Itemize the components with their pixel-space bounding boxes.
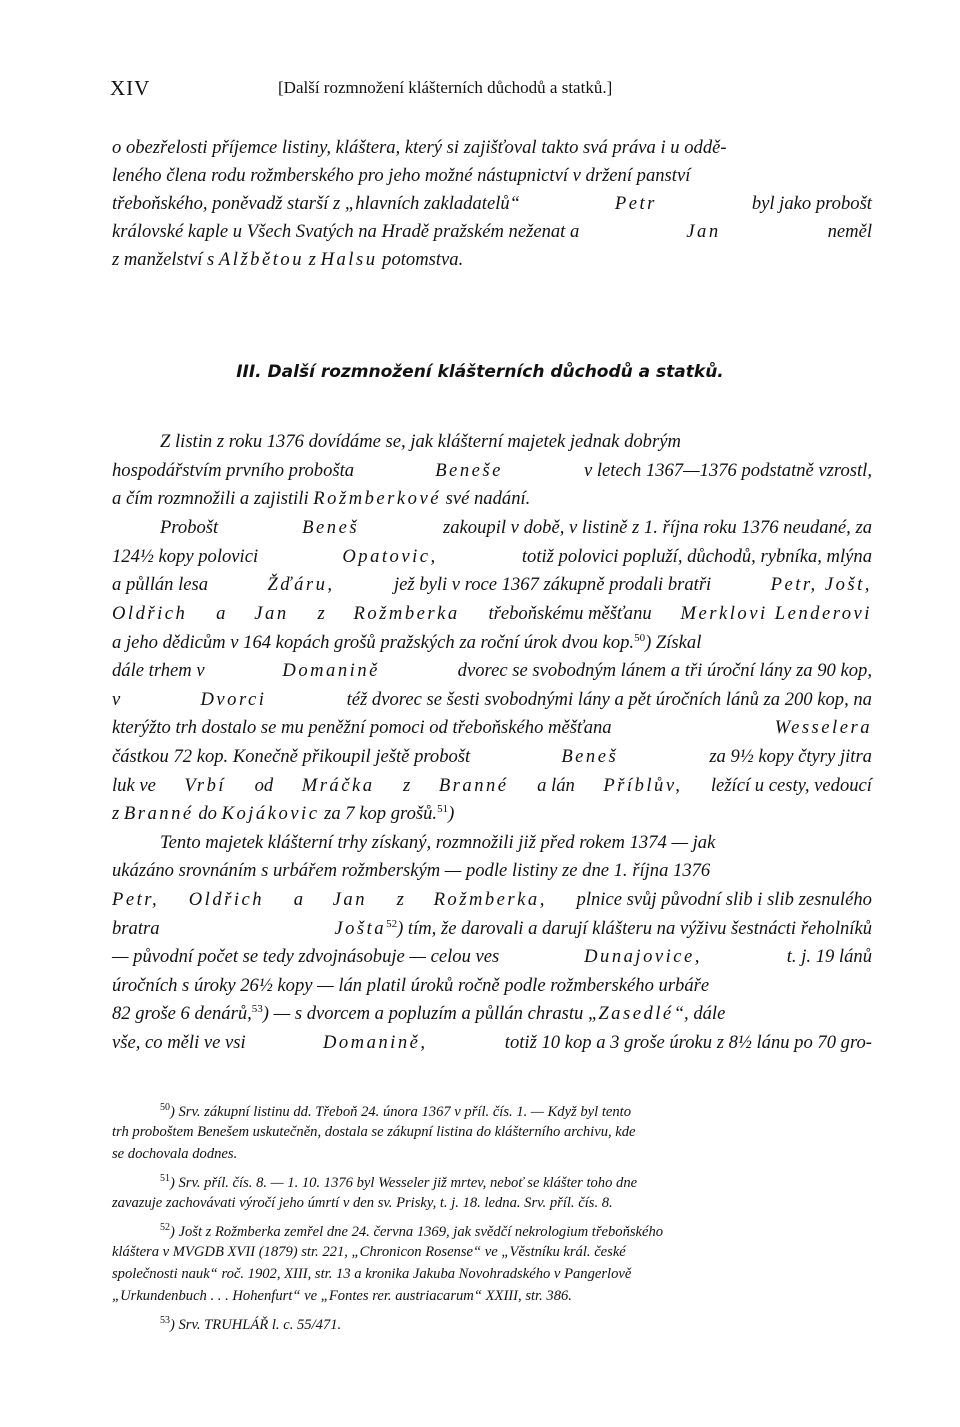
text-line: v Dvorci též dvorec se šesti svobodnými lány a pět úročních lánů za 200 kop, na [112, 689, 872, 710]
footnote-line: kláštera v MVGDB XVII (1879) str. 221, „Chronicon Rosense“ ve „Věstníku král. české [112, 1244, 626, 1260]
footnote-line: se dochovala dodnes. [112, 1146, 238, 1162]
footnote-line: „Urkundenbuch . . . Hohenfurt“ ve „Fontes rer. austriacarum“ XXIII, str. 386. [112, 1288, 572, 1304]
text-line: Petr, Oldřich a Jan z Rožmberka, plnice svůj původní slib i slib zesnulého [112, 889, 872, 910]
text-line: z Branné do Kojákovic za 7 kop grošů.$^{51}$) [112, 803, 455, 824]
text-line: bratra Jošta$^{52}$) tím, že darovali a darují klášteru na výživu šestnácti řeholníků [112, 918, 872, 939]
footnote-ref: 53 [251, 1003, 263, 1015]
footnote-ref: 52 [386, 918, 398, 930]
running-title: [Další rozmnožení klášterních důchodů a statků.] [278, 78, 613, 97]
text-line: — původní počet se tedy zdvojnásobuje — celou ves Dunajovice, t. j. 19 lánů [112, 946, 872, 967]
text-line: královské kaple u Všech Svatých na Hradě pražském neženat a Jan neměl [112, 221, 872, 242]
footnote-ref: 51 [437, 803, 449, 815]
text-line: Probošt Beneš zakoupil v době, v listině z 1. října roku 1376 neudané, za [160, 517, 872, 538]
page-number: XIV [110, 76, 151, 100]
page-header [110, 76, 872, 100]
text-line: dále trhem v Domanině dvorec se svobodným lánem a tři úroční lány za 90 kop, [112, 660, 872, 681]
section-heading: III. Další rozmnožení klášterních důchodů a statků. [236, 362, 724, 382]
text-line: Tento majetek klášterní trhy získaný, rozmnožili již před rokem 1374 — jak [160, 832, 716, 853]
footnote-53: $^{53}$) Srv. TRUHLÁŘ l. c. 55/471. [160, 1315, 342, 1333]
footnote-line: společnosti nauk“ roč. 1902, XIII, str. 13 a kronika Jakuba Novohradského v Pangerlově [112, 1266, 632, 1282]
text-line: 82 groše 6 denárů,$^{53}$) — s dvorcem a popluzím a půllán chrastu „Zasedlé“, dále [112, 1003, 726, 1024]
footnote-line: trh proboštem Benešem uskutečněn, dostala se zákupní listina do klášterního archivu, kde [112, 1124, 636, 1140]
text-line: částkou 72 kop. Konečně přikoupil ještě probošt Beneš za 9½ kopy čtyry jitra [112, 746, 872, 767]
footnote-50: $^{50}$) Srv. zákupní listinu dd. Třeboň 24. února 1367 v příl. čís. 1. — Když byl tento [160, 1102, 632, 1120]
text-line: 124½ kopy polovici Opatovic, totiž polovici popluží, důchodů, rybníka, mlýna [112, 546, 872, 567]
text-line: úročních s úroky 26½ kopy — lán platil úroků ročně podle rožmberského urbáře [112, 975, 710, 996]
text-line: o obezřelosti příjemce listiny, kláštera, který si zajišťoval takto svá práva i u oddě- [112, 137, 727, 158]
text-line: leného člena rodu rožmberského pro jeho možné nástupnictví v držení panství [112, 165, 691, 186]
text-line: a půllán lesa Žďáru, jež byli v roce 1367 zákupně prodali bratři Petr, Jošt, [112, 574, 872, 595]
footnote-line: zavazuje zachovávati výročí jeho úmrtí v den sv. Prisky, t. j. 18. ledna. Srv. příl. čís. 8. [112, 1195, 613, 1211]
text-line: a jeho dědicům v 164 kopách grošů pražských za roční úrok dvou kop.$^{50}$) Získal [112, 632, 702, 653]
footnote-52: $^{52}$) Jošt z Rožmberka zemřel dne 24. června 1369, jak svědčí nekrologium třeboňského [160, 1222, 664, 1240]
text-line: třeboňského, poněvadž starší z „hlavních zakladatelů“ Petr byl jako probošt [112, 193, 872, 214]
text-line: ukázáno srovnáním s urbářem rožmberským — podle listiny ze dne 1. října 1376 [112, 860, 711, 881]
text-line: hospodářstvím prvního probošta Beneše v letech 1367—1376 podstatně vzrostl, [112, 460, 872, 481]
text-line: Z listin z roku 1376 dovídáme se, jak klášterní majetek jednak dobrým [160, 431, 681, 452]
footnote-51: $^{51}$) Srv. příl. čís. 8. — 1. 10. 1376 byl Wesseler již mrtev, neboť se klášter toho dne [160, 1173, 638, 1191]
footnote-ref: 50 [634, 632, 646, 644]
text-line: vše, co měli ve vsi Domanině, totiž 10 kop a 3 groše úroku z 8½ lánu po 70 gro- [112, 1032, 872, 1053]
text-line: kterýžto trh dostalo se mu peněžní pomoci od třeboňského měšťana Wesselera [112, 717, 872, 738]
text-line: Oldřich a Jan z Rožmberka třeboňskému měšťanu Merklovi Lenderovi [112, 603, 872, 624]
text-line: z manželství s Alžbětou z Halsu potomstva. [112, 249, 464, 270]
text-line: luk ve Vrbí od Mráčka z Branné a lán Příblův, ležící u cesty, vedoucí [112, 775, 872, 796]
text-line: a čím rozmnožili a zajistili Rožmberkové své nadání. [112, 488, 531, 509]
